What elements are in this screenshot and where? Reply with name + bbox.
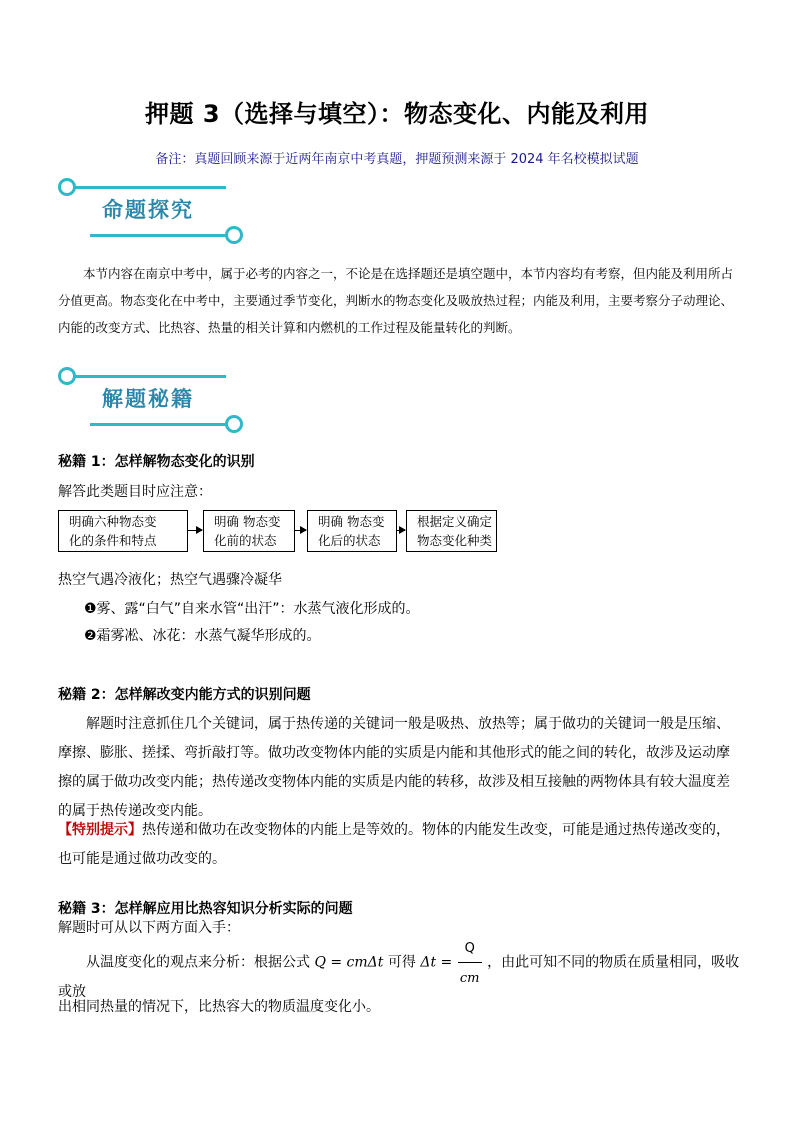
flow-step-line: 根据定义确定 [417, 514, 493, 529]
special-note-label: 【特别提示】 [58, 822, 142, 838]
fraction-numerator: Q [464, 941, 475, 956]
page-title: 押题 3（选择与填空）：物态变化、内能及利用 [144, 100, 650, 128]
formula-fraction [457, 941, 483, 986]
tip1-item: ❶雾、露“白气”自来水管“出汗”：水蒸气液化形成的。 [84, 601, 420, 617]
tip3-line2: 出相同热量的情况下，比热容大的物质温度变化小。 [58, 999, 380, 1015]
decor-line [90, 423, 227, 426]
special-note [58, 816, 742, 874]
formula-equation: Q = cmΔt [314, 954, 384, 971]
flow-step-line: 明确 物态变 [318, 514, 385, 529]
tip1-heading: 秘籍 1：怎样解物态变化的识别 [58, 454, 255, 470]
section-header-jieti [58, 367, 248, 439]
tip1-item: ❷霜雾凇、冰花：水蒸气凝华形成的。 [84, 628, 321, 644]
decor-line [90, 234, 227, 237]
decor-line [74, 186, 226, 189]
flow-step [307, 510, 397, 552]
tip3-heading: 秘籍 3：怎样解应用比热容知识分析实际的问题 [58, 901, 353, 917]
flow-step-line: 化的条件和特点 [69, 533, 157, 548]
flow-step-line: 明确六种物态变 [69, 514, 157, 529]
flow-step [58, 510, 188, 552]
tip2-paragraph: 解题时注意抓住几个关键词，属于热传递的关键词一般是吸热、放热等；属于做功的关键词一般是压缩、摩擦、膨胀、搓揉、弯折敲打等。做功改变物体内能的实质是内能和其他形式的能之间的转化，故涉及运动摩擦的属于做功改变内能；热传递改变物体内能的实质是内能的转移，故涉及相互接触的两物体具有较大温度差的属于热传递改变内能。 [58, 716, 730, 819]
flow-arrow-icon [295, 530, 306, 531]
source-note: 备注：真题回顾来源于近两年南京中考真题，押题预测来源于 2024 年名校模拟试题 [155, 152, 639, 167]
intro-paragraph: 本节内容在南京中考中，属于必考的内容之一，不论是在选择题还是填空题中，本节内容均有考察，但内能及利用所占分值更高。物态变化在中考中，主要通过季节变化，判断水的物态变化及吸放热过程；内能及利用，主要考察分子动理论、内能的改变方式、比热容、热量的相关计算和内燃机的工作过程及能量转化的判断。 [58, 266, 734, 335]
flow-step-line: 物态变化种类 [417, 533, 493, 548]
flow-step [406, 510, 497, 552]
formula-mid: 可得 [387, 954, 416, 971]
flow-step-line: 化后的状态 [318, 533, 381, 548]
formula-suffix: ，由此可知不同的物质在质量相同，吸收或放 [58, 954, 740, 1000]
flow-step-line: 明确 物态变 [214, 514, 281, 529]
section-label: 解题秘籍 [102, 387, 194, 411]
flow-arrow-icon [188, 530, 202, 531]
formula-lhs: Δt = [420, 954, 453, 971]
tip1-summary: 热空气遇冷液化；热空气遇骤冷凝华 [58, 572, 282, 588]
tip1-lead: 解答此类题目时应注意： [58, 484, 212, 500]
section-header-mingti [58, 178, 248, 250]
decor-line [74, 375, 226, 378]
fraction-denominator: cm [459, 971, 480, 986]
special-note-text: 热传递和做功在改变物体的内能上是等效的。物体的内能发生改变，可能是通过热传递改变的，也可能是通过做功改变的。 [58, 822, 730, 867]
tip3-lead: 解题时可从以下两方面入手： [58, 920, 240, 936]
flow-step [203, 510, 295, 552]
section-label: 命题探究 [102, 198, 194, 222]
fraction-bar [458, 962, 482, 963]
flow-arrow-icon [397, 530, 405, 531]
tip2-heading: 秘籍 2：怎样解改变内能方式的识别问题 [58, 687, 311, 703]
decor-circle-icon [225, 226, 243, 244]
decor-circle-icon [225, 415, 243, 433]
formula-prefix: 从温度变化的观点来分析：根据公式 [86, 954, 310, 971]
flow-step-line: 化前的状态 [214, 533, 277, 548]
